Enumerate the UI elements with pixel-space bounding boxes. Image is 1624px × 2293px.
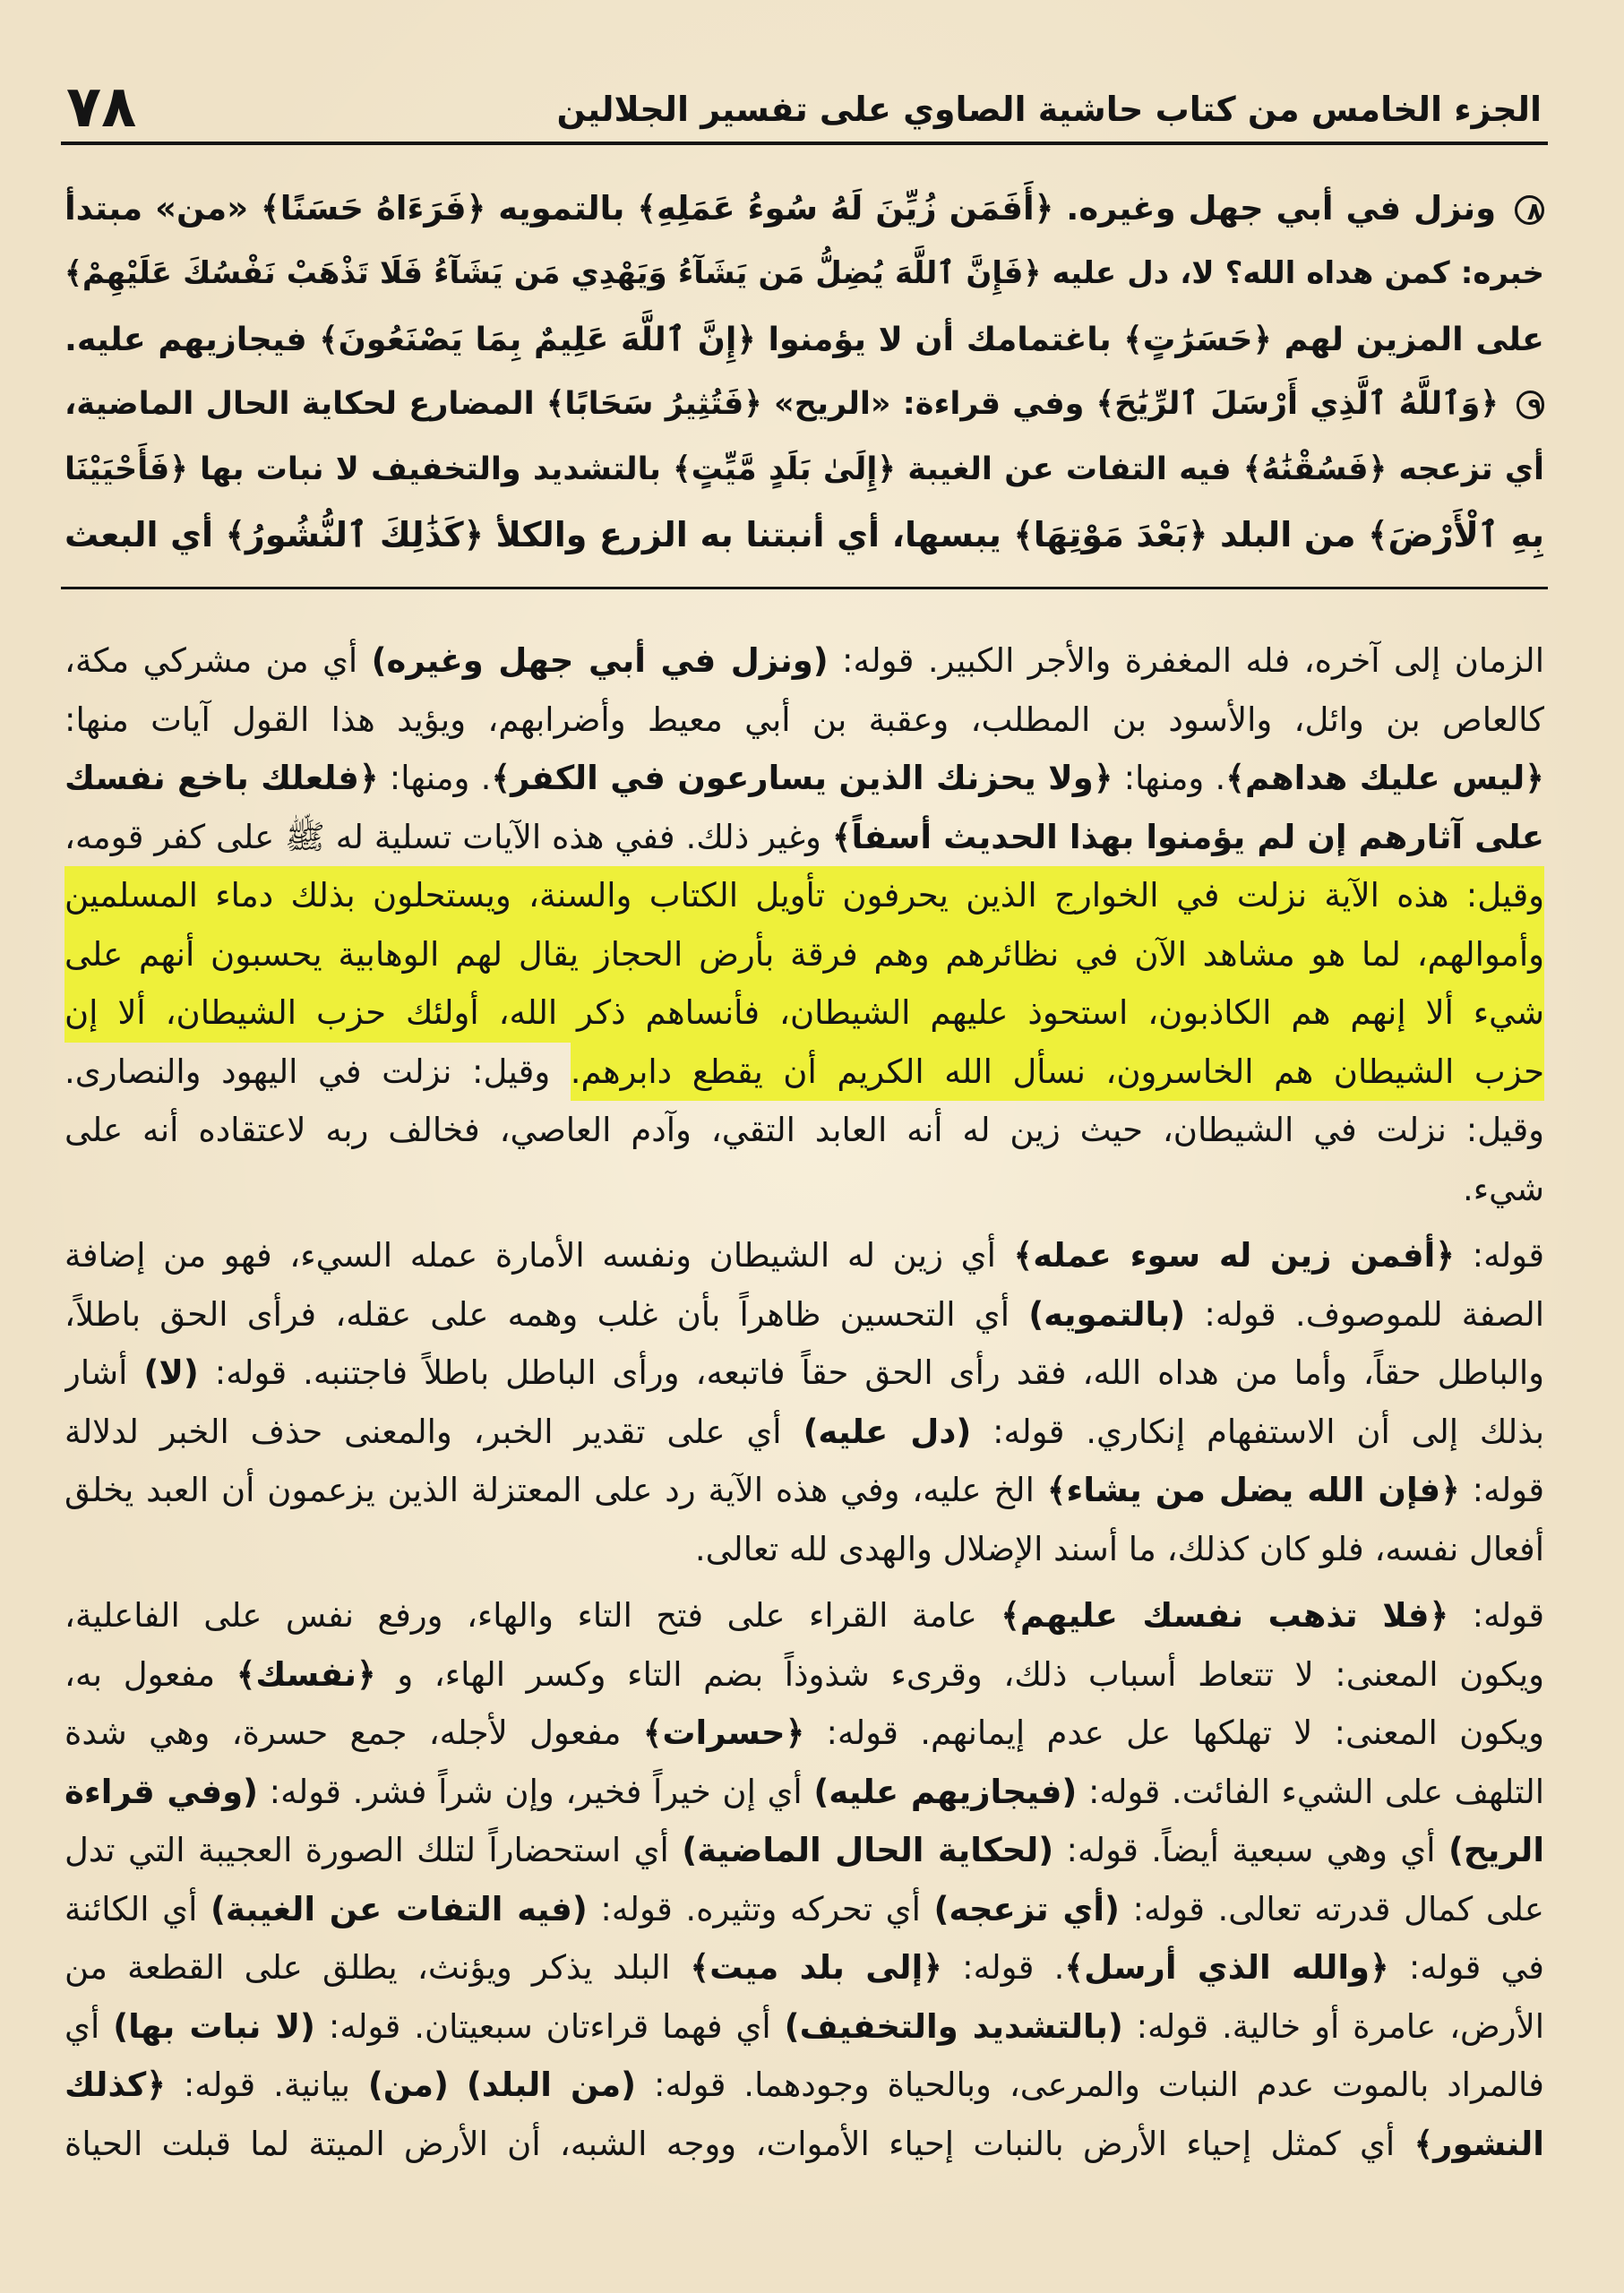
quran-quote: ﴿فَرَءَاهُ حَسَنًا﴾: [261, 189, 486, 228]
quran-quote: ﴿إِنَّ ٱللَّهَ عَلِيمٌ بِمَا يَصْنَعُونَ﴾: [319, 320, 756, 358]
page-number: ٧٨: [66, 74, 137, 141]
hashiya-paragraph: [64, 1586, 1544, 2173]
text-run: فيه التفات عن الغيبة: [895, 451, 1243, 487]
text-run: أي استحضاراً لتلك الصورة العجيبة التي تدل: [64, 1831, 683, 1869]
hashiya-line: [64, 1226, 1544, 1285]
text-run: أي البعث: [64, 515, 226, 554]
highlighted-text: حزب الشيطان هم الخاسرون، نسأل الله الكريم أن يقطع دابرهم.: [571, 1043, 1544, 1102]
text-run: في قوله:: [1388, 1948, 1544, 1987]
hashiya-line: [64, 631, 1544, 691]
hashiya-line: [64, 1821, 1544, 1880]
hashiya-line: [64, 1704, 1544, 1763]
hashiya-line: [64, 1461, 1544, 1520]
text-run: أي على تقدير الخبر، والمعنى حذف الخبر لدلالة: [64, 1412, 803, 1451]
hashiya-line: [64, 1403, 1544, 1462]
text-run: قوله:: [1448, 1596, 1544, 1635]
bold-quoted-term: (من البلد): [466, 2065, 637, 2104]
bold-quoted-term: ﴿حسرات﴾: [642, 1713, 805, 1752]
text-run: وأموالهم، لما هو مشاهد الآن في نظائرهم وهم فرقة بأرض الحجاز يقال لهم الوهابية يحسبون أنهم على: [64, 934, 1544, 974]
bold-quoted-term: ﴿والله الذي أرسل﴾: [1064, 1948, 1389, 1987]
quran-quote: ﴿فَأَحْيَيْنَا: [64, 451, 188, 487]
quran-quote: ﴿بَعْدَ مَوْتِهَا﴾: [1013, 515, 1208, 554]
text-run: خبره: كمن هداه الله؟ لا، دل عليه: [1041, 255, 1544, 291]
verse-number-badge: ٩: [1517, 391, 1544, 419]
text-run: على المزين لهم: [1271, 320, 1544, 358]
section-divider: [61, 587, 1548, 589]
tafsir-line: [64, 176, 1544, 241]
bold-quoted-term: الريح): [1448, 1831, 1544, 1869]
bold-quoted-term: النشور﴾: [1413, 2124, 1544, 2163]
quran-quote: ﴿أَفَمَن زُيِّنَ لَهُ سُوءُ عَمَلِهِ﴾: [637, 189, 1054, 228]
bold-quoted-term: (أي تزعجه): [933, 1889, 1120, 1928]
hashiya-line: [64, 1586, 1544, 1645]
quran-quote: ﴿فَإِنَّ ٱللَّهَ يُضِلُّ مَن يَشَآءُ وَيَهْدِي مَن يَشَآءُ فَلَا تَذْهَبْ نَفْسُكَ عَلَيْهِمْ﴾: [64, 255, 1042, 291]
hashiya-line: [64, 1645, 1544, 1705]
text-run: ويكون المعنى: لا تتعاط أسباب ذلك، وقرىء شذوذاً بضم التاء وكسر الهاء، و: [375, 1654, 1544, 1694]
quran-quote: ﴿فَسُقْنَٰهُ﴾: [1242, 451, 1388, 487]
quran-quote: ﴿كَذَٰلِكَ ٱلنُّشُورُ﴾: [225, 515, 484, 554]
text-run: أي زين له الشيطان ونفسه الأمارة عمله السيء، فهو من إضافة: [64, 1236, 1014, 1275]
hashiya-line: [64, 691, 1544, 750]
hashiya-line: [64, 1101, 1544, 1160]
text-run: [1499, 386, 1510, 422]
verse-number-badge: ٨: [1515, 195, 1544, 225]
text-run: . ومنها:: [378, 759, 492, 797]
text-run: المضارع لحكاية الحال الماضية،: [64, 386, 546, 422]
hashiya-line: [64, 1344, 1544, 1403]
hashiya-line-highlighted: [64, 866, 1544, 925]
tafsir-line: [64, 437, 1544, 502]
text-run: أي الكائنة: [64, 1889, 211, 1928]
bold-quoted-term: (ونزل في أبي جهل وغيره): [371, 641, 829, 680]
text-run: فيجازيهم عليه.: [64, 320, 320, 358]
hashiya-line: [64, 2115, 1544, 2174]
quran-quote: ﴿إِلَىٰ بَلَدٍ مَّيِّتٍ﴾: [673, 451, 896, 487]
quran-quote: ﴿فَتُثِيرُ سَحَابًا﴾: [546, 386, 762, 422]
text-run: من البلد: [1207, 515, 1369, 554]
bold-quoted-term: (من): [367, 2065, 449, 2104]
text-run: أفعال نفسه، فلو كان كذلك، ما أسند الإضلال والهدى لله تعالى.: [694, 1529, 1544, 1568]
bold-quoted-term: ﴿فلعلك باخع نفسك: [64, 759, 379, 797]
quran-quote: ﴿حَسَرَٰتٍ﴾: [1123, 320, 1272, 358]
text-run: الخ عليه، وفي هذه الآية رد على المعتزلة الذين يزعمون أن العبد يخلق: [64, 1471, 1047, 1509]
text-run: . قوله:: [941, 1948, 1065, 1987]
bold-quoted-term: ﴿ولا يحزنك الذين يسارعون في الكفر﴾: [491, 759, 1113, 797]
hashiya-line-highlighted: [64, 983, 1544, 1043]
text-run: الصفة للموصوف. قوله:: [1185, 1294, 1544, 1334]
text-run: ويكون المعنى: لا تهلكها عل عدم إيمانهم. قوله:: [804, 1713, 1544, 1752]
hashiya-line: [64, 2056, 1544, 2115]
text-run: [449, 2065, 467, 2104]
running-title: الجزء الخامس من كتاب حاشية الصاوي على تفسير الجلالين: [556, 90, 1542, 129]
text-run: قوله:: [1454, 1236, 1544, 1275]
text-run: أي فهما قراءتان سبعيتان. قوله:: [314, 2006, 785, 2046]
hashiya-line: [64, 1938, 1544, 1997]
text-run: يبسها، أي أنبتنا به الزرع والكلأ: [483, 515, 1014, 554]
text-run: أي تحركه وتثيره. قوله:: [587, 1889, 934, 1928]
tafsir-line: [64, 502, 1544, 568]
bold-quoted-term: (دل عليه): [803, 1412, 972, 1451]
bold-quoted-term: ﴿فإن الله يضل من يشاء﴾: [1046, 1471, 1460, 1509]
bold-quoted-term: ﴿فلا تذهب نفسك عليهم﴾: [1001, 1596, 1449, 1635]
text-run: وقيل: نزلت في الشيطان، حيث زين له أنه العابد التقي، وآدم العاصي، فخالف ربه لاعتقاده أنه على: [64, 1111, 1544, 1149]
text-run: كالعاص بن وائل، والأسود بن المطلب، وعقبة بن أبي معيط وأضرابهم، ويؤيد هذا القول آيات منها:: [64, 700, 1544, 739]
text-run: ونزل في أبي جهل وغيره.: [1053, 189, 1509, 228]
bold-quoted-term: على آثارهم إن لم يؤمنوا بهذا الحديث أسفاً﴾: [831, 817, 1544, 856]
header-rule: [61, 142, 1548, 145]
text-run: على كمال قدرته تعالى. قوله:: [1119, 1889, 1544, 1928]
bold-quoted-term: ﴿ليس عليك هداهم﴾: [1225, 759, 1544, 797]
hashiya-line: [64, 808, 1544, 867]
text-run: أي تزعجه: [1387, 451, 1544, 487]
hashiya-line: [64, 1520, 1544, 1579]
hashiya-paragraph: [64, 1226, 1544, 1578]
text-run: بالتمويه: [485, 189, 638, 228]
text-run: شيء ألا إنهم هم الكاذبون، استحوذ عليهم الشيطان، فأنساهم ذكر الله، أولئك حزب الشيطان، ألا إن: [64, 993, 1544, 1032]
bold-quoted-term: (بالتشديد والتخفيف): [784, 2006, 1123, 2046]
text-run: بذلك إلى أن الاستفهام إنكاري. قوله:: [971, 1412, 1544, 1451]
text-run: والباطل حقاً، وأما من هداه الله، فقد رأى الحق حقاً فاتبعه، ورأى الباطل باطلاً فاجتنبه. قوله:: [198, 1353, 1544, 1392]
text-run: أي كمثل إحياء الأرض بالنبات إحياء الأموات، ووجه الشبه، أن الأرض الميتة لما قبلت الحياة: [64, 2124, 1414, 2163]
text-run: فالمراد بالموت عدم النبات والمرعى، وبالحياة وجودهما. قوله:: [636, 2065, 1544, 2104]
text-run: وقيل: نزلت في اليهود والنصارى.: [64, 1052, 571, 1091]
text-run: أي إن خيراً فخير، وإن شراً فشر. قوله:: [258, 1772, 814, 1811]
hashiya-line-highlighted: [64, 925, 1544, 984]
text-run: الأرض، عامرة أو خالية. قوله:: [1122, 2006, 1544, 2046]
text-run: أي: [64, 2006, 114, 2046]
tafsir-line: [64, 372, 1544, 437]
text-run: «من» مبتدأ: [64, 189, 262, 228]
bold-quoted-term: ﴿إلى بلد ميت﴾: [690, 1948, 942, 1987]
quran-quote: بِهِ ٱلْأَرْضَ﴾: [1368, 515, 1544, 554]
text-run: مفعول به،: [64, 1654, 236, 1694]
bold-quoted-term: (وفي قراءة: [64, 1772, 258, 1811]
hashiya-line: [64, 1763, 1544, 1822]
hashiya-paragraph: [64, 631, 1544, 1218]
quran-quote: ﴿وَٱللَّهُ ٱلَّذِي أَرْسَلَ ٱلرِّيَٰحَ﴾: [1096, 386, 1499, 422]
text-run: الزمان إلى آخره، فله المغفرة والأجر الكبير. قوله:: [828, 641, 1544, 680]
hashiya-line: [64, 1285, 1544, 1344]
text-run: أي وهي سبعية أيضاً. قوله:: [1053, 1831, 1448, 1869]
text-run: التلهف على الشيء الفائت. قوله:: [1077, 1772, 1544, 1811]
text-run: شيء.: [1462, 1169, 1544, 1208]
bold-quoted-term: ﴿كذلك: [64, 2065, 166, 2104]
text-run: مفعول لأجله، جمع حسرة، وهي شدة: [64, 1713, 643, 1752]
text-run: أي من مشركي مكة،: [64, 641, 372, 680]
text-run: عامة القراء على فتح التاء والهاء، ورفع نفس على الفاعلية،: [64, 1596, 1001, 1635]
bold-quoted-term: (لا): [143, 1353, 199, 1392]
text-run: باغتمامك أن لا يؤمنوا: [755, 320, 1124, 358]
bold-quoted-term: (فيه التفات عن الغيبة): [211, 1889, 588, 1928]
tafsir-main-text: [64, 176, 1544, 568]
text-run: وغير ذلك. ففي هذه الآيات تسلية له ﷺ على كفر قومه،: [64, 817, 832, 856]
text-run: وفي قراءة: «الريح»: [761, 386, 1096, 422]
bold-quoted-term: ﴿نفسك﴾: [236, 1654, 376, 1694]
text-run: بالتشديد والتخفيف لا نبات بها: [187, 451, 674, 487]
text-run: . ومنها:: [1113, 759, 1226, 797]
hashiya-line: [64, 749, 1544, 808]
tafsir-line: [64, 306, 1544, 372]
bold-quoted-term: (فيجازيهم عليه): [813, 1772, 1078, 1811]
text-run: بيانية. قوله:: [165, 2065, 368, 2104]
bold-quoted-term: (لا نبات بها): [113, 2006, 315, 2046]
bold-quoted-term: ﴿أفمن زين له سوء عمله﴾: [1013, 1236, 1455, 1275]
hashiya-line: [64, 1997, 1544, 2057]
text-run: أي التحسين ظاهراً بأن غلب وهمه على عقله، فرأى الحق باطلاً،: [64, 1294, 1029, 1334]
hashiya-line: [64, 1160, 1544, 1219]
hashiya-commentary: [64, 631, 1544, 2173]
tafsir-line: [64, 241, 1544, 306]
bold-quoted-term: (لحكاية الحال الماضية): [682, 1831, 1054, 1869]
bold-quoted-term: (بالتمويه): [1028, 1294, 1186, 1334]
text-run: البلد يذكر ويؤنث، يطلق على القطعة من: [64, 1948, 691, 1987]
text-run: قوله:: [1459, 1471, 1544, 1509]
text-run: أشار: [64, 1353, 144, 1392]
hashiya-line: [64, 1043, 1544, 1102]
text-run: وقيل: هذه الآية نزلت في الخوارج الذين يحرفون تأويل الكتاب والسنة، ويستحلون بذلك دماء المسلمين: [64, 876, 1544, 915]
hashiya-line: [64, 1880, 1544, 1939]
